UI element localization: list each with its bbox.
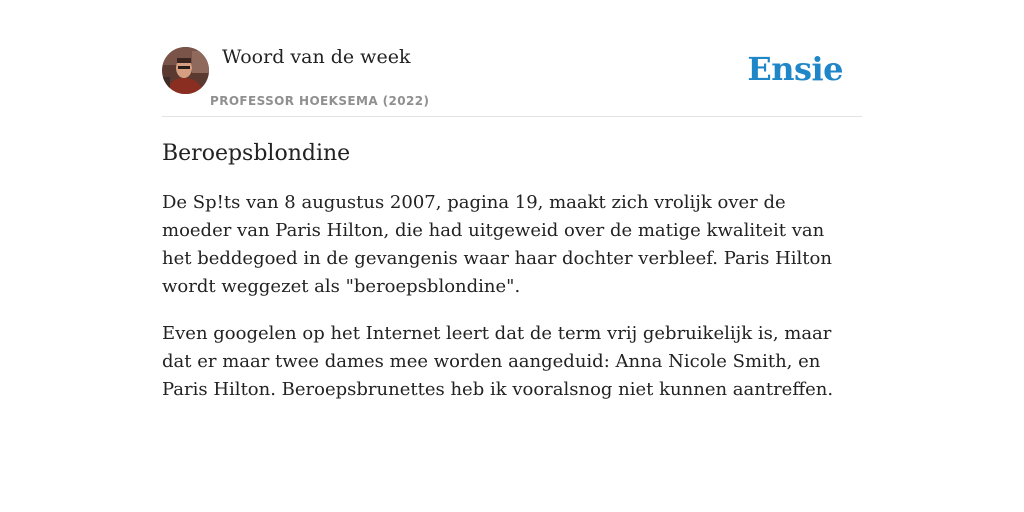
entry-paragraph: Even googelen op het Internet leert dat de term vrij gebruikelijk is, maar dat er maar twee dames mee worden aangeduid: Anna Nicole Smith, en Paris Hilton. Beroepsbrunettes heb ik vooralsnog niet kunnen aantreffen.	[162, 323, 834, 400]
entry-header	[162, 40, 862, 117]
series-title[interactable]: Woord van de week	[222, 46, 411, 68]
entry-paragraph: De Sp!ts van 8 augustus 2007, pagina 19, maakt zich vrolijk over de moeder van Paris Hilton, die had uitgeweid over de matige kwaliteit van het beddegoed in de gevangenis waar haar dochter verbleef. Paris Hilton wordt weggezet als "beroepsblondine".	[162, 192, 832, 297]
entry-title: Beroepsblondine	[162, 141, 351, 166]
entry-content	[162, 138, 852, 404]
author-avatar[interactable]	[162, 47, 209, 94]
author-photo	[162, 47, 209, 94]
brand-logo[interactable]: Ensie	[747, 50, 843, 88]
author-name[interactable]: PROFESSOR HOEKSEMA (2022)	[210, 94, 430, 108]
